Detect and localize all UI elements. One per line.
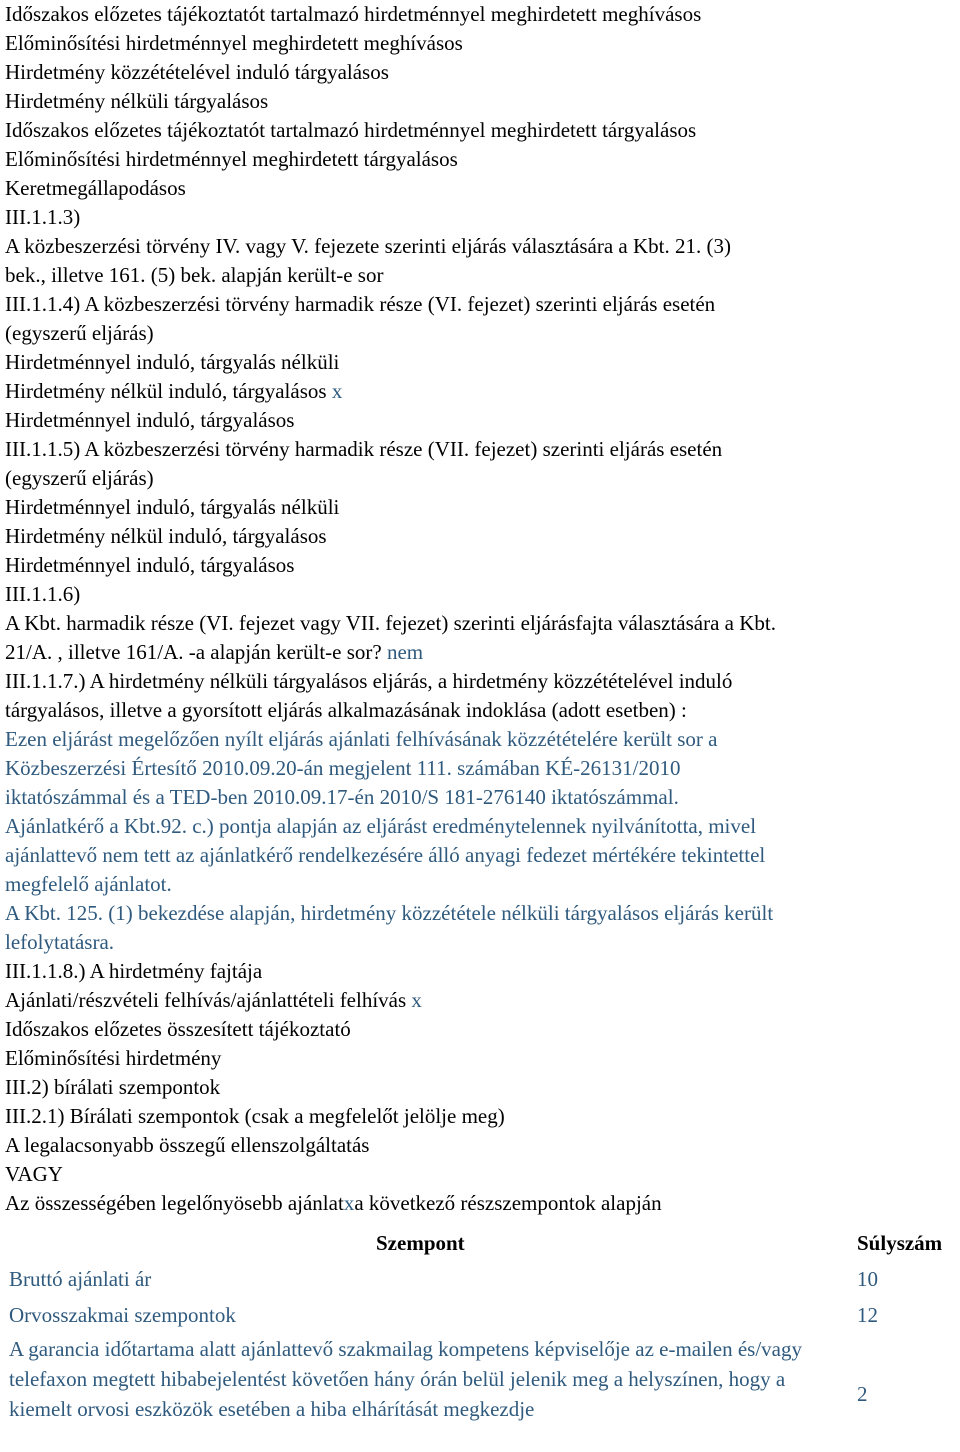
option-label: Hirdetmény nélkül induló, tárgyalásos xyxy=(5,379,327,403)
text-line xyxy=(5,377,342,406)
section-heading: III.1.1.7.) A hirdetmény nélküli tárgyalásos eljárás, a hirdetmény közzétételével induló xyxy=(5,669,733,693)
justification-line: Közbeszerzési Értesítő 2010.09.20-án megjelent 111. számában KÉ-26131/2010 xyxy=(5,756,681,780)
text-line: Hirdetménnyel induló, tárgyalás nélküli xyxy=(5,350,340,374)
text-line xyxy=(5,986,422,1015)
selected-mark: x xyxy=(411,988,422,1012)
table-header-weight: Súlyszám xyxy=(857,1231,943,1255)
text-line: tárgyalásos, illetve a gyorsított eljárás alkalmazásának indoklása (adott esetben) : xyxy=(5,698,687,722)
text-line: Hirdetmény nélküli tárgyalásos xyxy=(5,89,269,113)
text-line: A közbeszerzési törvény IV. vagy V. fejezete szerinti eljárás választására a Kbt. 21. (3) xyxy=(5,234,731,258)
table-cell-criterion: A garancia időtartama alatt ajánlattevő szakmailag kompetens képviselője az e-mailen és/vagy telefaxon megtett hibabejelentést követően hány órán belül jelenik meg a helyszínen, hogy a kiemelt orvosi eszközök esetében a hiba elhárítását megkezdje xyxy=(9,1337,803,1421)
table-cell-criterion: Bruttó ajánlati ár xyxy=(9,1267,152,1291)
section-heading: III.1.1.8.) A hirdetmény fajtája xyxy=(5,959,263,983)
text-line: (egyszerű eljárás) xyxy=(5,321,154,345)
option-label: Ajánlati/részvételi felhívás/ajánlattételi felhívás xyxy=(5,988,407,1012)
section-heading: III.1.1.4) A közbeszerzési törvény harmadik része (VI. fejezet) szerinti eljárás esetén xyxy=(5,292,716,316)
text-line: Időszakos előzetes összesített tájékoztató xyxy=(5,1017,351,1041)
section-heading: III.1.1.5) A közbeszerzési törvény harmadik része (VII. fejezet) szerinti eljárás esetén xyxy=(5,437,723,461)
text-line: Hirdetmény közzétételével induló tárgyalásos xyxy=(5,60,389,84)
text-line xyxy=(5,638,423,667)
section-heading: III.1.1.3) xyxy=(5,205,81,229)
justification-line: iktatószámmal és a TED-ben 2010.09.17-én 2010/S 181-276140 iktatószámmal. xyxy=(5,785,679,809)
text-line: Időszakos előzetes tájékoztatót tartalmazó hirdetménnyel meghirdetett tárgyalásos xyxy=(5,118,697,142)
text-line: VAGY xyxy=(5,1162,63,1186)
table-cell-weight: 10 xyxy=(857,1267,878,1291)
text-line: (egyszerű eljárás) xyxy=(5,466,154,490)
text-line: Hirdetménnyel induló, tárgyalás nélküli xyxy=(5,495,340,519)
text-line: Időszakos előzetes tájékoztatót tartalmazó hirdetménnyel meghirdetett meghívásos xyxy=(5,2,702,26)
table-cell-weight: 2 xyxy=(857,1382,868,1406)
text-line: A legalacsonyabb összegű ellenszolgáltatás xyxy=(5,1133,370,1157)
section-heading: III.1.1.6) xyxy=(5,582,81,606)
text-line: Hirdetmény nélkül induló, tárgyalásos xyxy=(5,524,327,548)
justification-line: lefolytatásra. xyxy=(5,930,115,954)
answer-mark: nem xyxy=(386,640,424,664)
table-cell-weight: 12 xyxy=(857,1303,878,1327)
justification-line: A Kbt. 125. (1) bekezdése alapján, hirdetmény közzététele nélküli tárgyalásos eljárás került xyxy=(5,901,774,925)
text-line: Keretmegállapodásos xyxy=(5,176,186,200)
justification-line: ajánlattevő nem tett az ajánlatkérő rendelkezésére álló anyagi fedezet mértékére tekintettel xyxy=(5,843,766,867)
section-heading: III.2.1) Bírálati szempontok (csak a megfelelőt jelölje meg) xyxy=(5,1104,505,1128)
selected-mark: x xyxy=(343,1191,355,1215)
justification-line: megfelelő ajánlatot. xyxy=(5,872,172,896)
table-header-criterion: Szempont xyxy=(376,1231,465,1255)
section-heading: III.2) bírálati szempontok xyxy=(5,1075,221,1099)
text-line xyxy=(5,1189,662,1218)
option-label-suffix: a következő részszempontok alapján xyxy=(354,1191,662,1215)
text-line: Hirdetménnyel induló, tárgyalásos xyxy=(5,408,295,432)
justification-line: Ezen eljárást megelőzően nyílt eljárás ajánlati felhívásának közzétételére került sor a xyxy=(5,727,718,751)
option-label: Az összességében legelőnyösebb ajánlat xyxy=(5,1191,344,1215)
table-cell-criterion: Orvosszakmai szempontok xyxy=(9,1303,236,1327)
selected-mark: x xyxy=(331,379,343,403)
text-line: Előminősítési hirdetménnyel meghirdetett meghívásos xyxy=(5,31,463,55)
justification-line: Ajánlatkérő a Kbt.92. c.) pontja alapján az eljárást eredménytelennek nyilvánította, mivel xyxy=(5,814,757,838)
text-line: Előminősítési hirdetménnyel meghirdetett tárgyalásos xyxy=(5,147,458,171)
text-line: bek., illetve 161. (5) bek. alapján került-e sor xyxy=(5,263,384,287)
text-line: A Kbt. harmadik része (VI. fejezet vagy VII. fejezet) szerinti eljárásfajta választására a Kbt. xyxy=(5,611,776,635)
text-line: Hirdetménnyel induló, tárgyalásos xyxy=(5,553,295,577)
text-line: Előminősítési hirdetmény xyxy=(5,1046,222,1070)
question-text: 21/A. , illetve 161/A. -a alapján került-e sor? xyxy=(5,640,382,664)
